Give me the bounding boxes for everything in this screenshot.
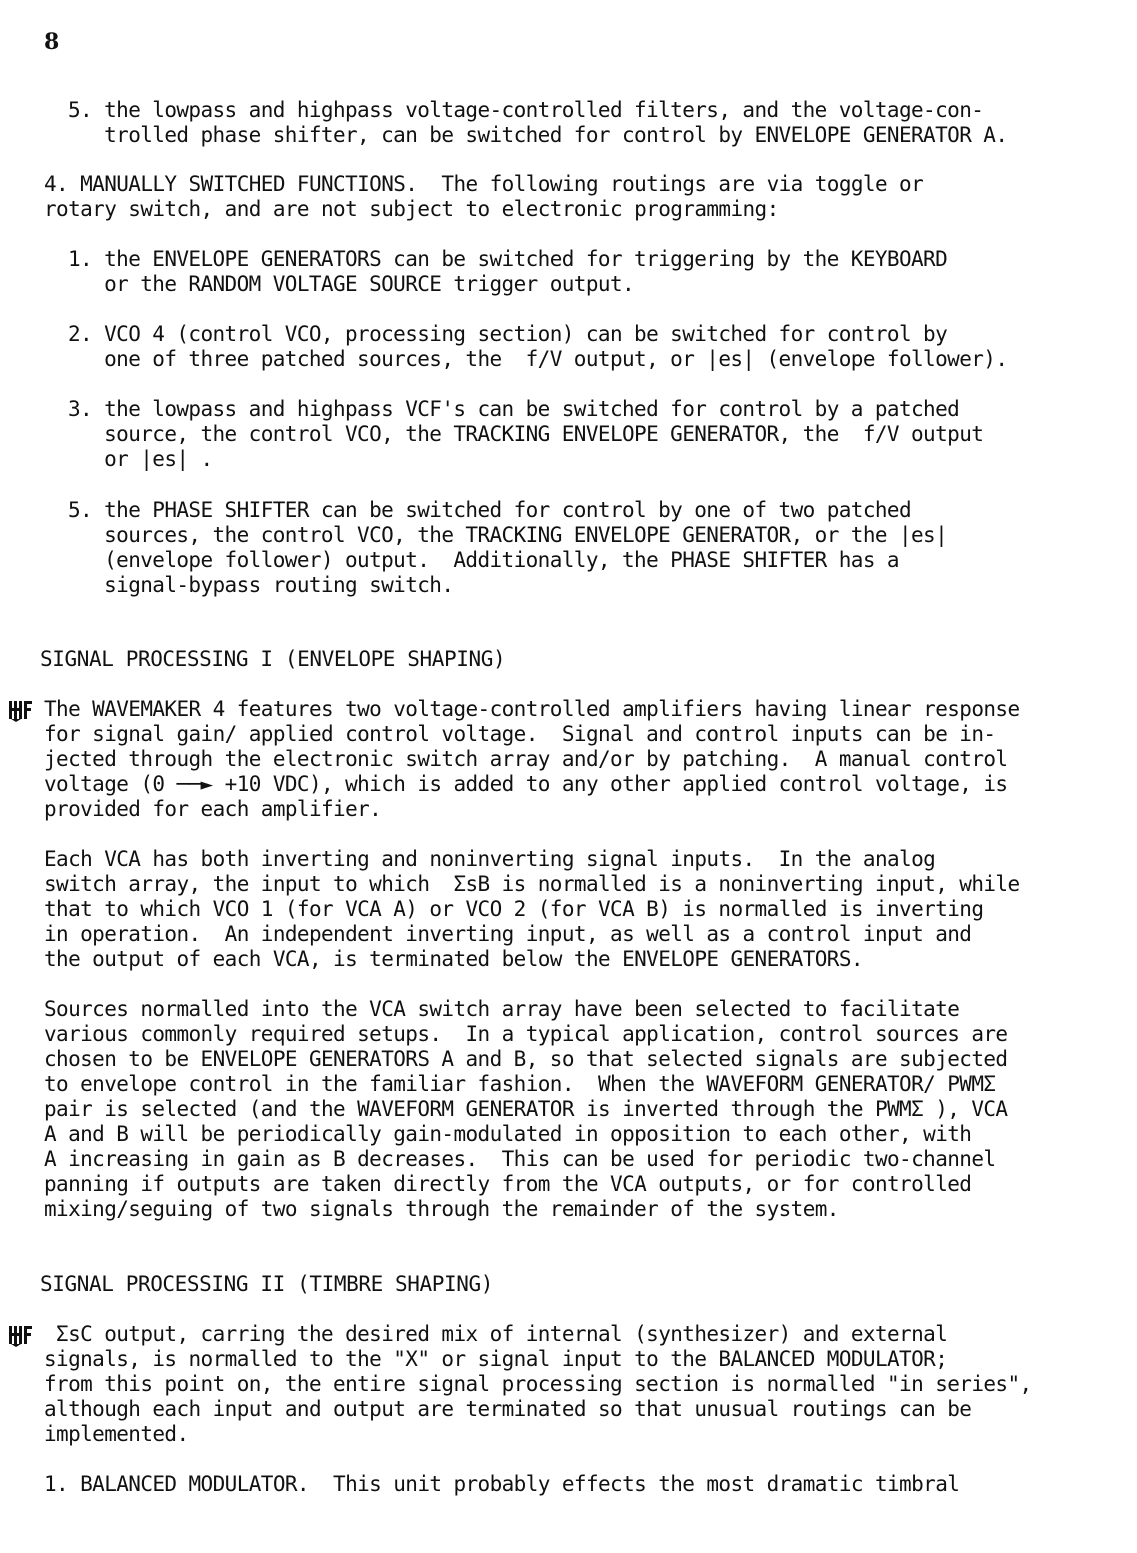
list-item-5-filters: 5. the lowpass and highpass voltage-controlled filters, and the voltage-con- trolled phase shifter, can be switched for control by ENVELOPE GENERATOR A. xyxy=(68,98,1008,147)
paragraph-vca-inputs: Each VCA has both inverting and noninverting signal inputs. In the analog switch array, the input to which ΣsB is normalled is a noninverting input, while that to which VCO 1 (for VCA A) or VCO 2 (for VCA B) is normalled is inverting in operation. An independent inverting input, as well as a control input and the output of each VCA, is terminated below the ENVELOPE GENERATORS. xyxy=(44,847,1020,971)
heading-text: SIGNAL PROCESSING II (TIMBRE SHAPING) xyxy=(40,1272,493,1296)
wavemaker-logo-icon xyxy=(8,648,36,672)
paragraph-ssc-output: ΣsC output, carring the desired mix of internal (synthesizer) and external signals, is normalled to the "X" or signal input to the BALANCED MODULATOR; from this point on, the entire signal processing section is normalled "in series", although each input and output are terminated so that unusual routings can be implemented. xyxy=(44,1322,1032,1446)
wavemaker-logo-icon xyxy=(8,1273,36,1297)
list-item-3-vcf: 3. the lowpass and highpass VCF's can be switched for control by a patched source, the control VCO, the TRACKING ENVELOPE GENERATOR, the f/V output or |es| . xyxy=(68,397,984,471)
heading-signal-processing-2 xyxy=(8,1272,493,1297)
paragraph-vca-sources: Sources normalled into the VCA switch array have been selected to facilitate various commonly required setups. In a typical application, control sources are chosen to be ENVELOPE GENERATORS A and B, so that selected signals are subjected to envelope control in the familiar fashion. When the WAVEFORM GENERATOR/ PWMΣ pair is selected (and the WAVEFORM GENERATOR is inverted through the PWMΣ ), VCA A and B will be periodically gain-modulated in opposition to each other, with A increasing in gain as B decreases. This can be used for periodic two-channel panning if outputs are taken directly from the VCA outputs, or for controlled mixing/seguing of two signals through the remainder of the system. xyxy=(44,997,1008,1221)
section-manually-switched: 4. MANUALLY SWITCHED FUNCTIONS. The following routings are via toggle or rotary switch, and are not subject to electronic programming: xyxy=(44,172,924,221)
heading-text: SIGNAL PROCESSING I (ENVELOPE SHAPING) xyxy=(40,647,506,671)
paragraph-wavemaker-features: The WAVEMAKER 4 features two voltage-controlled amplifiers having linear response for signal gain/ applied control voltage. Signal and control inputs can be in- jected through the electronic switch array and/or by patching. A manual control voltage (0 ──► +10 VDC), which is added to any other applied control voltage, is provided for each amplifier. xyxy=(44,697,1020,821)
page-number: 8 xyxy=(44,29,60,55)
list-item-2-vco4: 2. VCO 4 (control VCO, processing section) can be switched for control by one of three patched sources, the f/V output, or |es| (envelope follower). xyxy=(68,322,1008,371)
heading-signal-processing-1 xyxy=(8,647,505,672)
list-item-1-balanced-modulator: 1. BALANCED MODULATOR. This unit probably effects the most dramatic timbral xyxy=(44,1472,960,1496)
list-item-5-phase-shifter: 5. the PHASE SHIFTER can be switched for control by one of two patched sources, the control VCO, the TRACKING ENVELOPE GENERATOR, or the |es| (envelope follower) output. Additionally, the PHASE SHIFTER has a signal-bypass routing switch. xyxy=(68,498,948,597)
list-item-1-envelope: 1. the ENVELOPE GENERATORS can be switched for triggering by the KEYBOARD or the RANDOM VOLTAGE SOURCE trigger output. xyxy=(68,247,948,296)
